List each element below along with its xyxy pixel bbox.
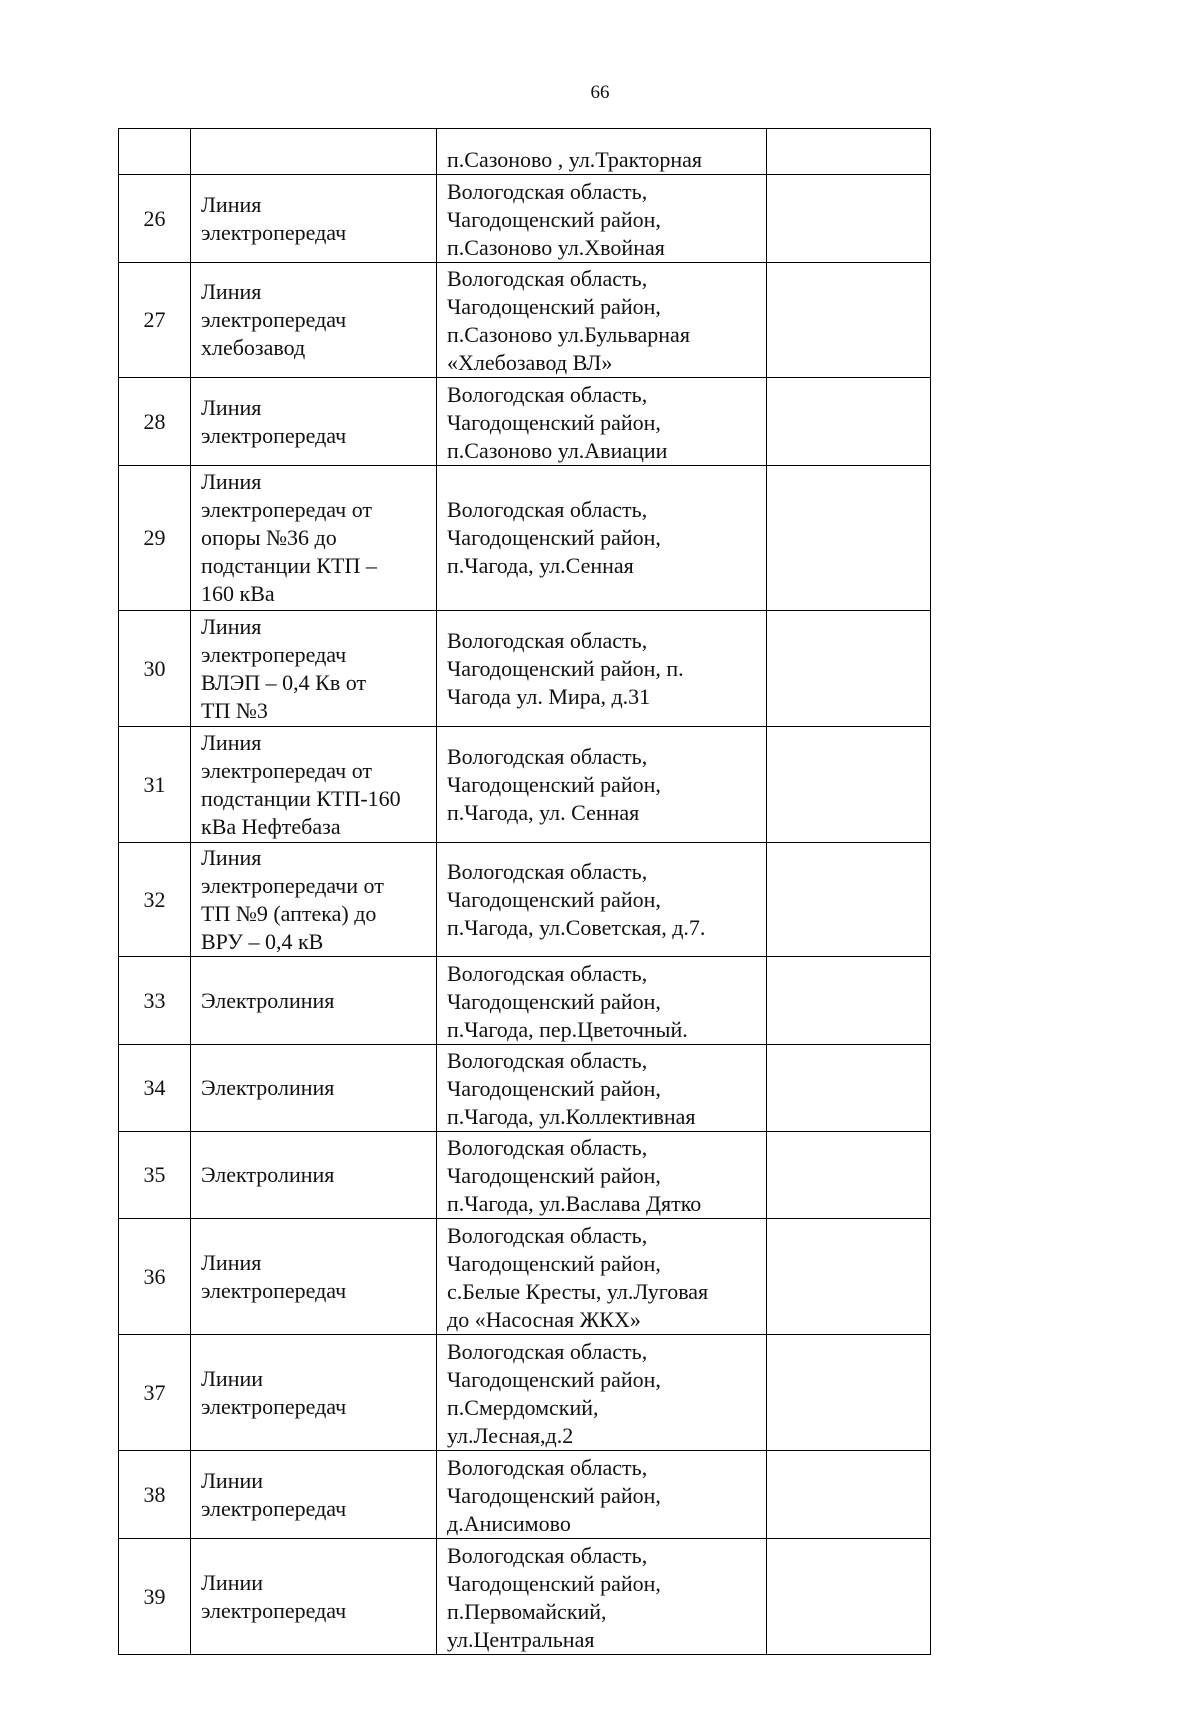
object-name: Электролиния [191, 1132, 437, 1219]
object-name: Линии электропередач [191, 1539, 437, 1655]
object-name: Электролиния [191, 1045, 437, 1132]
empty-cell [767, 1539, 931, 1655]
empty-cell [767, 611, 931, 727]
empty-cell [767, 843, 931, 957]
table-row [119, 611, 931, 727]
object-address: Вологодская область, Чагодощенский район, п.Чагода, ул. Сенная [437, 727, 767, 843]
object-name: Линия электропередачи от ТП №9 (аптека) до ВРУ – 0,4 кВ [191, 843, 437, 957]
object-address: Вологодская область, Чагодощенский район, п.Чагода, ул.Сенная [437, 466, 767, 611]
row-number: 34 [119, 1045, 191, 1132]
object-address: Вологодская область, Чагодощенский район, п. Чагода ул. Мира, д.31 [437, 611, 767, 727]
object-name: Линия электропередач от подстанции КТП-160 кВа Нефтебаза [191, 727, 437, 843]
object-name: Линия электропередач [191, 1219, 437, 1335]
row-number: 32 [119, 843, 191, 957]
object-name: Линия электропередач [191, 378, 437, 466]
table-row [119, 957, 931, 1045]
row-number: 30 [119, 611, 191, 727]
object-address: Вологодская область, Чагодощенский район, п.Сазоново ул.Хвойная [437, 175, 767, 263]
row-number: 27 [119, 263, 191, 378]
empty-cell [767, 263, 931, 378]
object-address: Вологодская область, Чагодощенский район, п.Чагода, ул.Васлава Дятко [437, 1132, 767, 1219]
object-name: Линия электропередач хлебозавод [191, 263, 437, 378]
table-row [119, 1045, 931, 1132]
page-number: 66 [590, 82, 610, 103]
empty-cell [767, 1219, 931, 1335]
row-number [119, 129, 191, 175]
empty-cell [767, 1132, 931, 1219]
row-number: 36 [119, 1219, 191, 1335]
object-address: Вологодская область, Чагодощенский район, п.Чагода, ул.Советская, д.7. [437, 843, 767, 957]
table-row [119, 175, 931, 263]
table-row [119, 1539, 931, 1655]
table-row [119, 466, 931, 611]
table-row [119, 263, 931, 378]
object-name: Линии электропередач [191, 1451, 437, 1539]
empty-cell [767, 175, 931, 263]
table-row [119, 727, 931, 843]
table-row [119, 1219, 931, 1335]
row-number: 26 [119, 175, 191, 263]
object-address: Вологодская область, Чагодощенский район, п.Сазоново ул.Авиации [437, 378, 767, 466]
row-number: 39 [119, 1539, 191, 1655]
object-address: Вологодская область, Чагодощенский район, п.Первомайский, ул.Центральная [437, 1539, 767, 1655]
table-row [119, 129, 931, 175]
row-number: 29 [119, 466, 191, 611]
object-address: Вологодская область, Чагодощенский район, с.Белые Кресты, ул.Луговая до «Насосная ЖКХ» [437, 1219, 767, 1335]
object-address: Вологодская область, Чагодощенский район, п.Сазоново ул.Бульварная «Хлебозавод ВЛ» [437, 263, 767, 378]
property-table [118, 128, 930, 1655]
object-name: Линии электропередач [191, 1335, 437, 1451]
object-address: п.Сазоново , ул.Тракторная [437, 129, 767, 175]
table [118, 128, 931, 1655]
empty-cell [767, 466, 931, 611]
table-row [119, 1335, 931, 1451]
table-row [119, 378, 931, 466]
row-number: 37 [119, 1335, 191, 1451]
table-row [119, 843, 931, 957]
empty-cell [767, 129, 931, 175]
table-row [119, 1451, 931, 1539]
object-address: Вологодская область, Чагодощенский район, п.Чагода, ул.Коллективная [437, 1045, 767, 1132]
row-number: 38 [119, 1451, 191, 1539]
object-address: Вологодская область, Чагодощенский район, д.Анисимово [437, 1451, 767, 1539]
object-address: Вологодская область, Чагодощенский район, п.Смердомский, ул.Лесная,д.2 [437, 1335, 767, 1451]
object-name [191, 129, 437, 175]
object-name: Линия электропередач от опоры №36 до подстанции КТП – 160 кВа [191, 466, 437, 611]
row-number: 33 [119, 957, 191, 1045]
object-name: Линия электропередач ВЛЭП – 0,4 Кв от ТП №3 [191, 611, 437, 727]
object-address: Вологодская область, Чагодощенский район, п.Чагода, пер.Цветочный. [437, 957, 767, 1045]
empty-cell [767, 1335, 931, 1451]
row-number: 35 [119, 1132, 191, 1219]
empty-cell [767, 378, 931, 466]
empty-cell [767, 727, 931, 843]
row-number: 31 [119, 727, 191, 843]
object-name: Линия электропередач [191, 175, 437, 263]
empty-cell [767, 1451, 931, 1539]
empty-cell [767, 957, 931, 1045]
object-name: Электролиния [191, 957, 437, 1045]
table-row [119, 1132, 931, 1219]
empty-cell [767, 1045, 931, 1132]
row-number: 28 [119, 378, 191, 466]
